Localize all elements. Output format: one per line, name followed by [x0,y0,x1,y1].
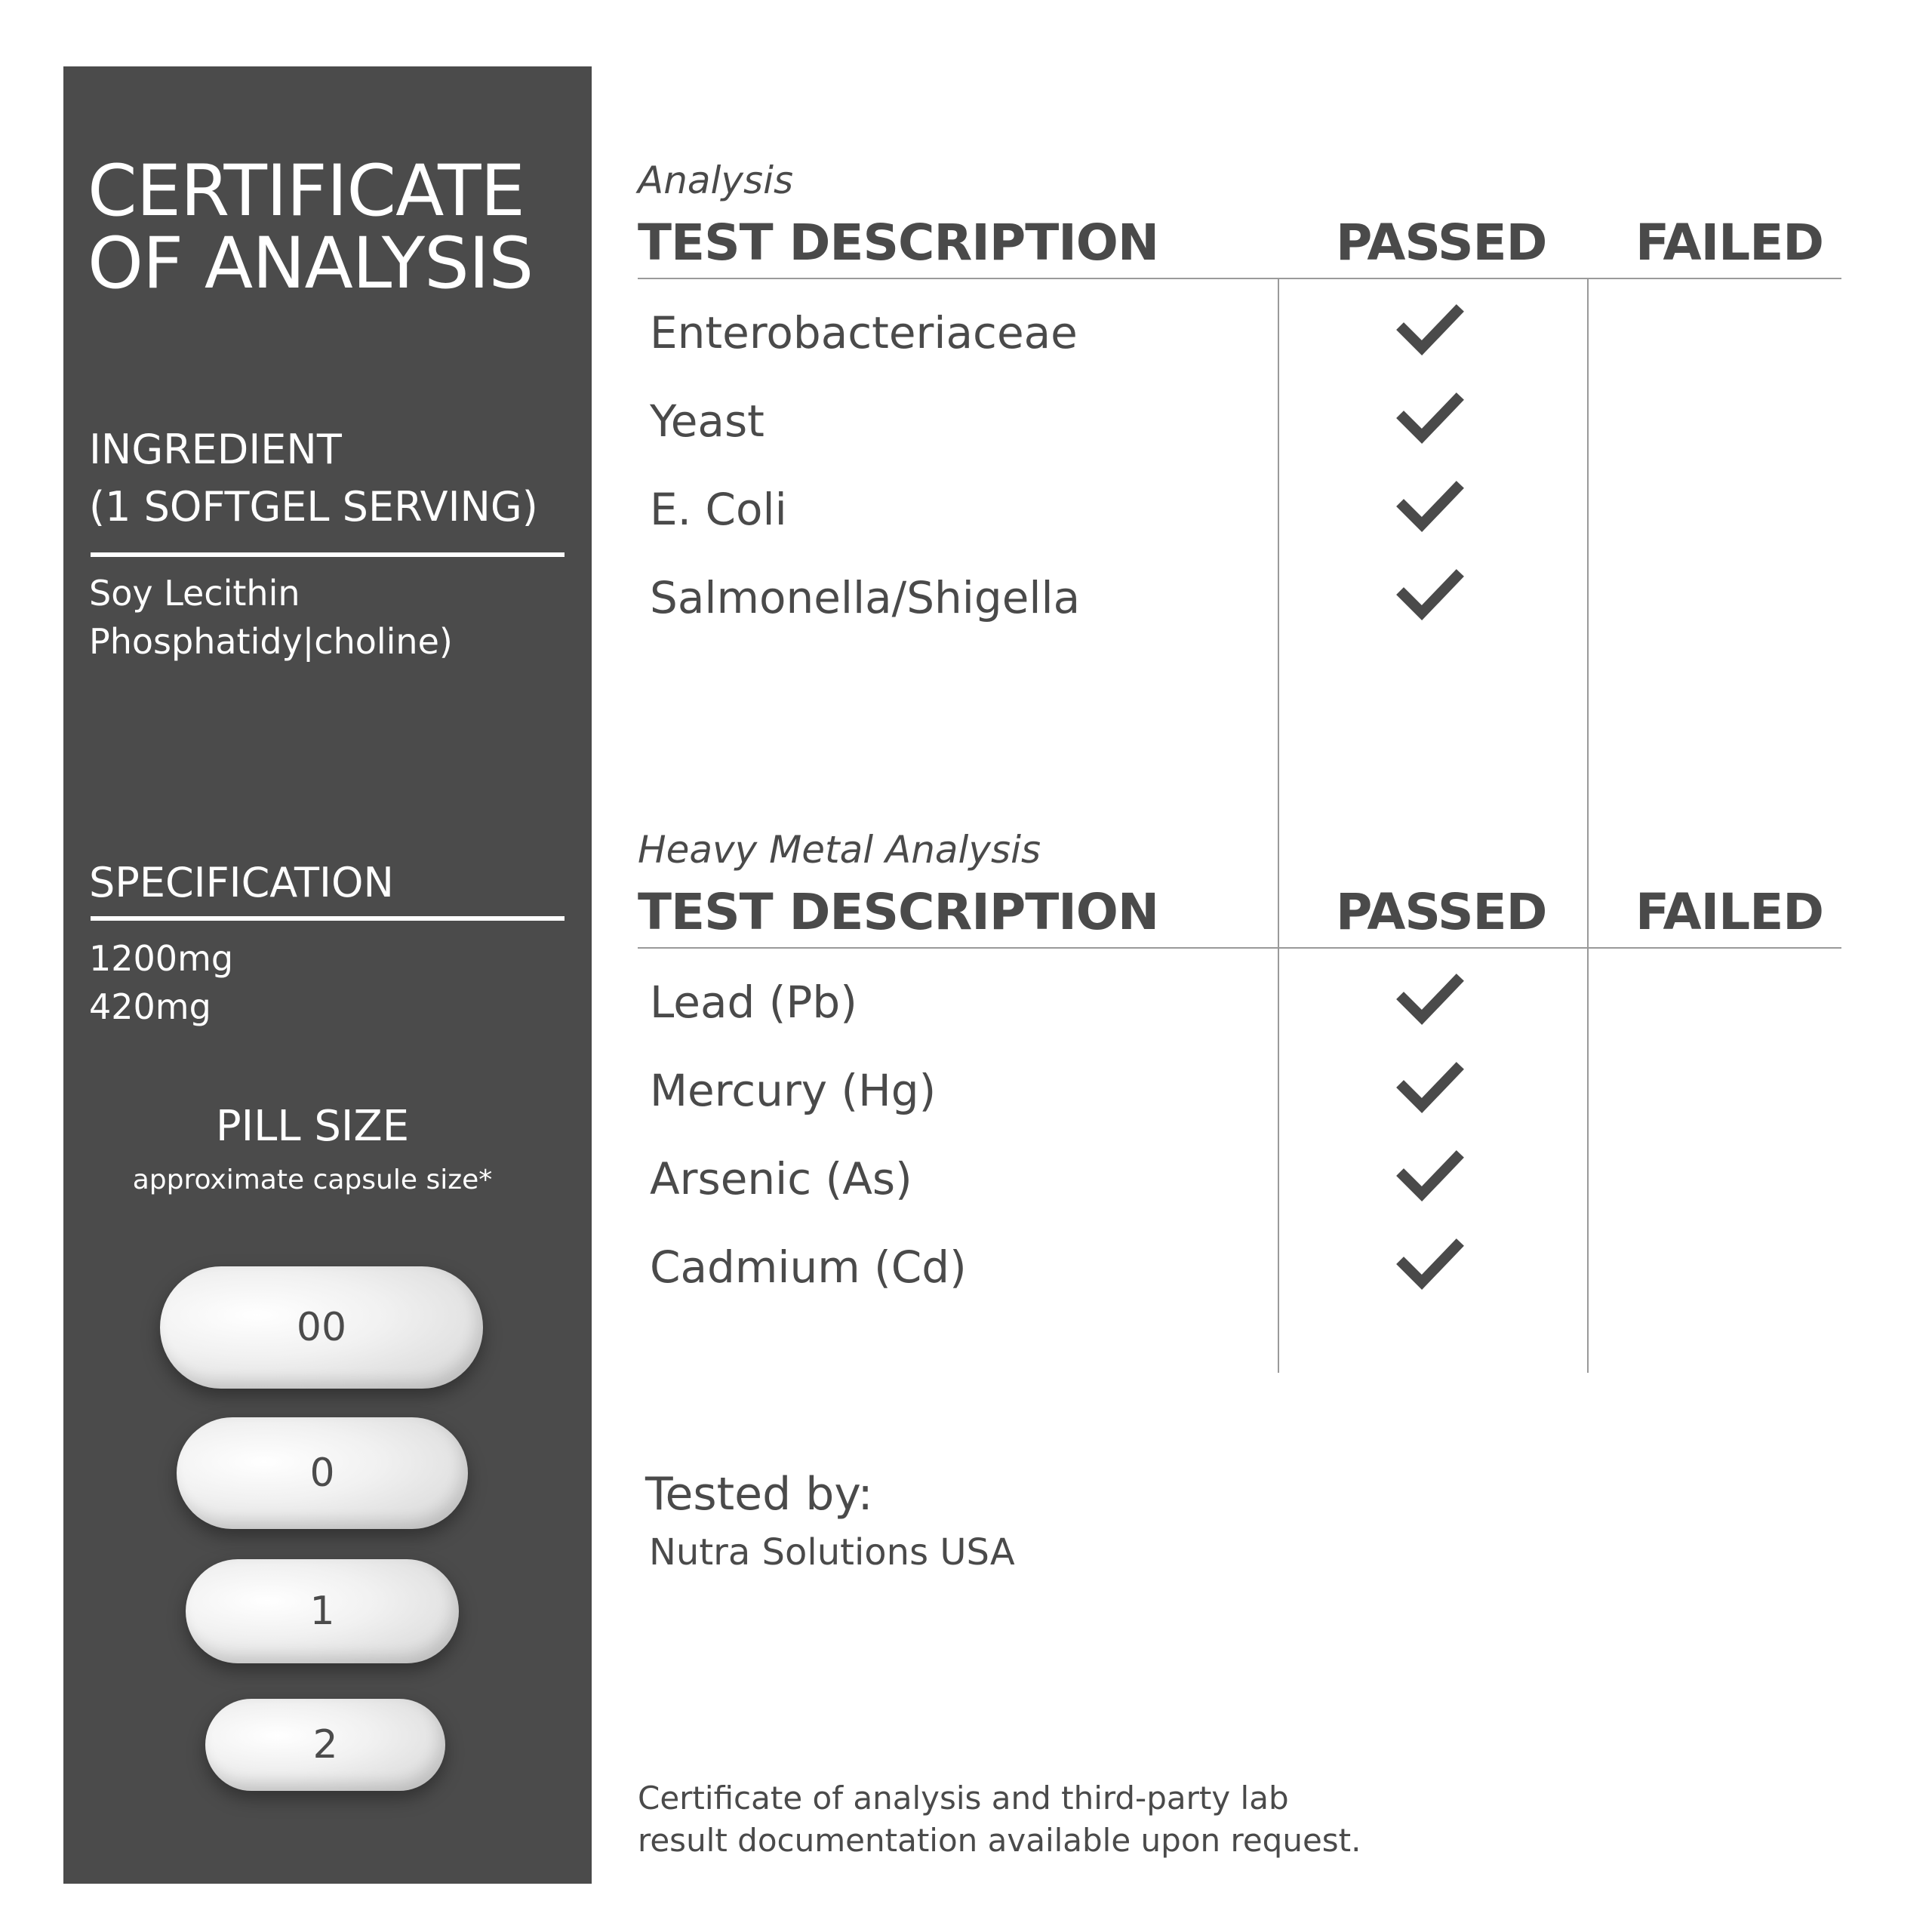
column-header-test: TEST DESCRIPTION [638,214,1159,272]
column-header-passed: PASSED [1336,214,1547,272]
checkmark-icon [1396,1147,1464,1204]
table-row [638,964,1841,1053]
checkmark-icon [1396,478,1464,535]
test-name: Yeast [650,395,764,447]
capsule-label: 2 [312,1722,338,1767]
title-line: OF ANALYSIS [88,223,534,305]
heading-line: (1 SOFTGEL SERVING) [89,483,538,531]
table-rows [638,964,1841,1318]
test-name: Mercury (Hg) [650,1065,937,1116]
test-name: Lead (Pb) [650,977,857,1028]
capsule-size-00 [160,1266,483,1389]
specification-list [89,934,572,1031]
checkmark-icon [1396,301,1464,358]
sidebar-panel [63,66,592,1884]
test-name: E. Coli [650,484,787,535]
table-row [638,472,1841,560]
divider [91,552,565,557]
column-header-passed: PASSED [1336,883,1547,941]
checkmark-icon [1396,566,1464,623]
capsule-size-0 [177,1417,468,1529]
checkmark-icon [1396,971,1464,1028]
ingredient-item: Phosphatidy|choline) [89,621,453,662]
checkmark-icon [1396,1059,1464,1116]
ingredient-list [89,569,572,666]
column-header-failed: FAILED [1635,214,1824,272]
specification-heading: SPECIFICATION [89,859,394,906]
table-row [638,560,1841,648]
capsule-size-2 [205,1699,445,1791]
header-divider [638,947,1841,949]
table-row [638,1229,1841,1318]
table-rows [638,295,1841,648]
footnote-line: Certificate of analysis and third-party lab [638,1780,1289,1817]
lab-name: Nutra Solutions USA [649,1531,1015,1574]
capsule-label: 1 [309,1589,335,1634]
checkmark-icon [1396,389,1464,447]
header-divider [638,278,1841,279]
checkmark-icon [1396,1235,1464,1293]
table-row [638,383,1841,472]
ingredient-heading [89,421,565,536]
table-caption: Analysis [638,158,794,202]
capsule-label: 00 [296,1305,347,1350]
table-caption: Heavy Metal Analysis [638,828,1041,872]
pill-size-heading: PILL SIZE [215,1102,410,1151]
table-row [638,295,1841,383]
specification-item: 420mg [89,986,211,1027]
test-name: Cadmium (Cd) [650,1241,967,1293]
column-header-test: TEST DESCRIPTION [638,883,1159,941]
capsule-size-1 [186,1559,459,1663]
specification-item: 1200mg [89,938,234,979]
ingredient-item: Soy Lecithin [89,573,300,614]
test-name: Enterobacteriaceae [650,307,1078,358]
test-name: Salmonella/Shigella [650,572,1081,623]
heading-line: INGREDIENT [89,426,342,473]
pill-size-note: approximate capsule size* [132,1164,493,1195]
capsule-label: 0 [309,1451,335,1496]
tested-by-label: Tested by: [645,1468,873,1521]
title-line: CERTIFICATE [88,150,525,232]
footnote [638,1777,1619,1862]
column-header-failed: FAILED [1635,883,1824,941]
divider [91,916,565,921]
test-name: Arsenic (As) [650,1153,912,1204]
footnote-line: result documentation available upon request. [638,1822,1361,1859]
table-row [638,1053,1841,1141]
table-row [638,1141,1841,1229]
certificate-title [88,150,578,305]
